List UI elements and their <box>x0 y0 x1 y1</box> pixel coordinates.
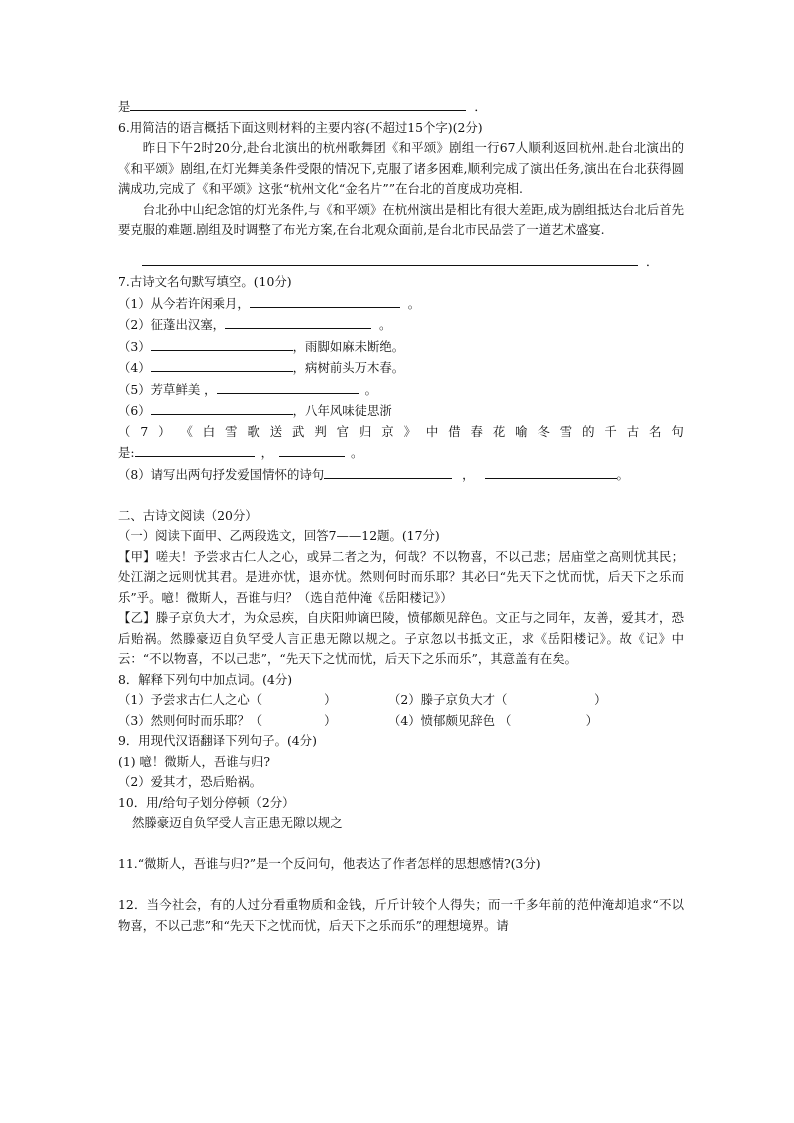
q7-7-char: 雪 <box>225 423 238 439</box>
q7-5-end: 。 <box>364 381 377 397</box>
q6-answer-blank[interactable] <box>142 251 638 266</box>
q7-7-char: 句 <box>671 423 684 439</box>
q7-item-8 <box>118 464 684 486</box>
q7-item-3 <box>118 336 684 358</box>
q7-item-5 <box>118 379 684 401</box>
q7-6-end: ，八年风味徒思浙 <box>292 403 392 418</box>
q7-8-end: 。 <box>616 466 629 482</box>
q8-item-4: （4）愤郁颇见辞色 （ ） <box>388 712 599 728</box>
q7-7-char: 冬 <box>537 423 550 439</box>
q7-7-char: 京 <box>381 423 394 439</box>
q7-item-2 <box>118 314 684 336</box>
q7-7-mid: ， <box>260 445 273 460</box>
q7-2-end: 。 <box>379 317 392 332</box>
exam-page <box>118 96 684 936</box>
q7-6-text: （6） <box>118 403 151 418</box>
q6-answer-suffix: ． <box>646 253 659 269</box>
q7-7-char: 千 <box>604 423 617 439</box>
q7-7-blank-1[interactable] <box>135 442 255 457</box>
q7-1-blank[interactable] <box>250 293 400 308</box>
q7-7-char: 官 <box>336 423 350 439</box>
q7-3-text: （3） <box>118 338 151 354</box>
q6-title: 6.用简洁的语言概括下面这则材料的主要内容(不超过15个字)(2分) <box>118 119 483 135</box>
q7-7-char: （ <box>118 423 131 439</box>
q7-2-blank[interactable] <box>225 314 371 329</box>
q11: 11.“微斯人，吾谁与归?”是一个反问句，他表达了作者怎样的思想感情?(3分) <box>118 856 541 871</box>
q6-paragraph-1: 昨日下午2时20分,赴台北演出的杭州歌舞团《和平颂》剧组一行67人顺利返回杭州.赴台北演出的《和平颂》剧组,在灯光舞美条件受限的情况下,克服了诸多困难,顺利完成了演出任务,演出在台北获得圆满成功,完成了《和平颂》这张“杭州文化“金名片””在台北的首度成功亮相. <box>118 140 684 196</box>
q7-7-char: 花 <box>492 423 506 439</box>
q7-4-text: （4） <box>118 360 151 375</box>
q7-1-text: （1）从今若许闲乘月， <box>118 295 250 311</box>
q7-5-text: （5）芳草鲜美 ， <box>118 381 217 397</box>
q7-7-char: 雪 <box>559 423 573 439</box>
q7-7-char: 白 <box>202 423 216 439</box>
q7-7-char: 古 <box>626 423 640 439</box>
q8-item-3: （3）然则何时而乐耶？（ ） <box>118 712 337 728</box>
q7-7-blank-2[interactable] <box>279 442 345 457</box>
q7-7-char: 中 <box>425 423 439 439</box>
q7-8-blank-2[interactable] <box>485 464 617 479</box>
q8-item-2: （2）滕子京负大才（ ） <box>388 692 607 707</box>
q9-item-2: （2）爱其才，恐后贻祸。 <box>118 774 263 789</box>
q7-7-char: 借 <box>448 423 461 439</box>
q7-2-text: （2）征蓬出汉塞， <box>118 317 226 332</box>
q7-8-mid: ， <box>462 466 475 482</box>
q8-row-2 <box>118 711 684 732</box>
q7-7-char: 春 <box>470 423 483 439</box>
passage-yi: 【乙】滕子京负大才，为众忌疾，自庆阳帅谪巴陵，愤郁颇见辞色。文正与之同年，友善，爱其才，恐后贻祸。然滕豪迈自负罕受人言正患无隙以规之。子京忽以书抵文正，求《岳阳楼记》。故《记》中云：“不以物喜，不以己悲”，“先天下之忧而忧，后天下之乐而乐”，其意盖有在矣。 <box>118 610 684 666</box>
q7-8-blank-1[interactable] <box>324 464 452 479</box>
q8-row-1 <box>118 690 684 711</box>
q7-7-char: ） <box>158 423 171 439</box>
q7-7-char: 名 <box>649 423 662 439</box>
section-2-title: 二、古诗文阅读（20分） <box>118 507 258 523</box>
q7-4-blank[interactable] <box>151 357 293 372</box>
q7-7-char: 判 <box>314 423 327 439</box>
q7-7-char: 喻 <box>515 423 528 439</box>
q7-item-6 <box>118 400 684 422</box>
q7-7-char: 武 <box>292 423 305 439</box>
q8-item-1: （1）予尝求古仁人之心（ ） <box>118 692 337 707</box>
q7-7-char: 7 <box>140 423 149 439</box>
q7-6-blank[interactable] <box>151 400 293 415</box>
q9-title: 9．用现代汉语翻译下列句子。(4分) <box>118 733 317 748</box>
q9-item-1: (1) 噫！微斯人，吾谁与归? <box>118 753 271 769</box>
q7-3-end: ，雨脚如麻未断绝。 <box>292 338 405 354</box>
answer-prefix: 是 <box>118 99 131 114</box>
answer-blank[interactable] <box>130 96 466 111</box>
q7-3-blank[interactable] <box>151 336 293 351</box>
q5-answer-line <box>118 96 684 118</box>
q10-title: 10．用/给句子划分停顿（2分） <box>118 794 295 810</box>
answer-suffix: ． <box>474 99 487 114</box>
q7-item-1 <box>118 293 684 315</box>
q7-7-end: 。 <box>350 445 364 460</box>
q7-7-char: 》 <box>403 423 416 439</box>
q7-title: 7.古诗文名句默写填空。(10分) <box>118 274 292 289</box>
q10-sentence: 然滕豪迈自负罕受人言正患无隙以规之 <box>132 815 343 830</box>
q7-item-4 <box>118 357 684 379</box>
q7-4-end: ，病树前头万木春。 <box>292 360 405 375</box>
q7-7-prefix: 是: <box>118 445 135 460</box>
passage-jia: 【甲】嗟夫！予尝求古仁人之心，或异二者之为，何哉？不以物喜，不以己悲；居庙堂之高则忧其民；处江湖之远则忧其君。是进亦忧，退亦忧。然则何时而乐耶？其必曰“先天下之忧而忧，后天下之乐而乐”乎。噫！微斯人，吾谁与归？（选自范仲淹《岳阳楼记》） <box>118 548 684 605</box>
q7-7-char: 的 <box>582 423 595 439</box>
q8-title: 8．解释下列句中加点词。(4分) <box>118 671 293 687</box>
q6-paragraph-2: 台北孙中山纪念馆的灯光条件,与《和平颂》在杭州演出是相比有很大差距,成为剧组抵达台北后首先要克服的难题.剧组及时调整了布光方案,在台北观众面前,是台北市民品尝了一道艺术盛宴. <box>118 201 684 237</box>
q7-7-char: 《 <box>180 423 193 439</box>
section-2-subtitle: （一）阅读下面甲、乙两段选文，回答7——12题。(17分) <box>118 528 440 543</box>
q7-7-char: 送 <box>269 423 283 439</box>
q7-item-7 <box>118 422 684 443</box>
q12: 12．当今社会，有的人过分看重物质和金钱，斤斤计较个人得失；而一千多年前的范仲淹却追求“不以物喜，不以己悲”和“先天下之忧而忧，后天下之乐而乐”的理想境界。请 <box>118 897 684 933</box>
q7-5-blank[interactable] <box>217 379 359 394</box>
q7-7-char: 歌 <box>247 423 260 439</box>
q6-answer-line <box>118 251 684 273</box>
q7-item-7-answer <box>118 442 684 464</box>
q7-7-char: 归 <box>358 423 372 439</box>
q7-1-end: 。 <box>407 295 421 311</box>
q7-8-text: （8）请写出两句抒发爱国情怀的诗句 <box>118 466 325 482</box>
